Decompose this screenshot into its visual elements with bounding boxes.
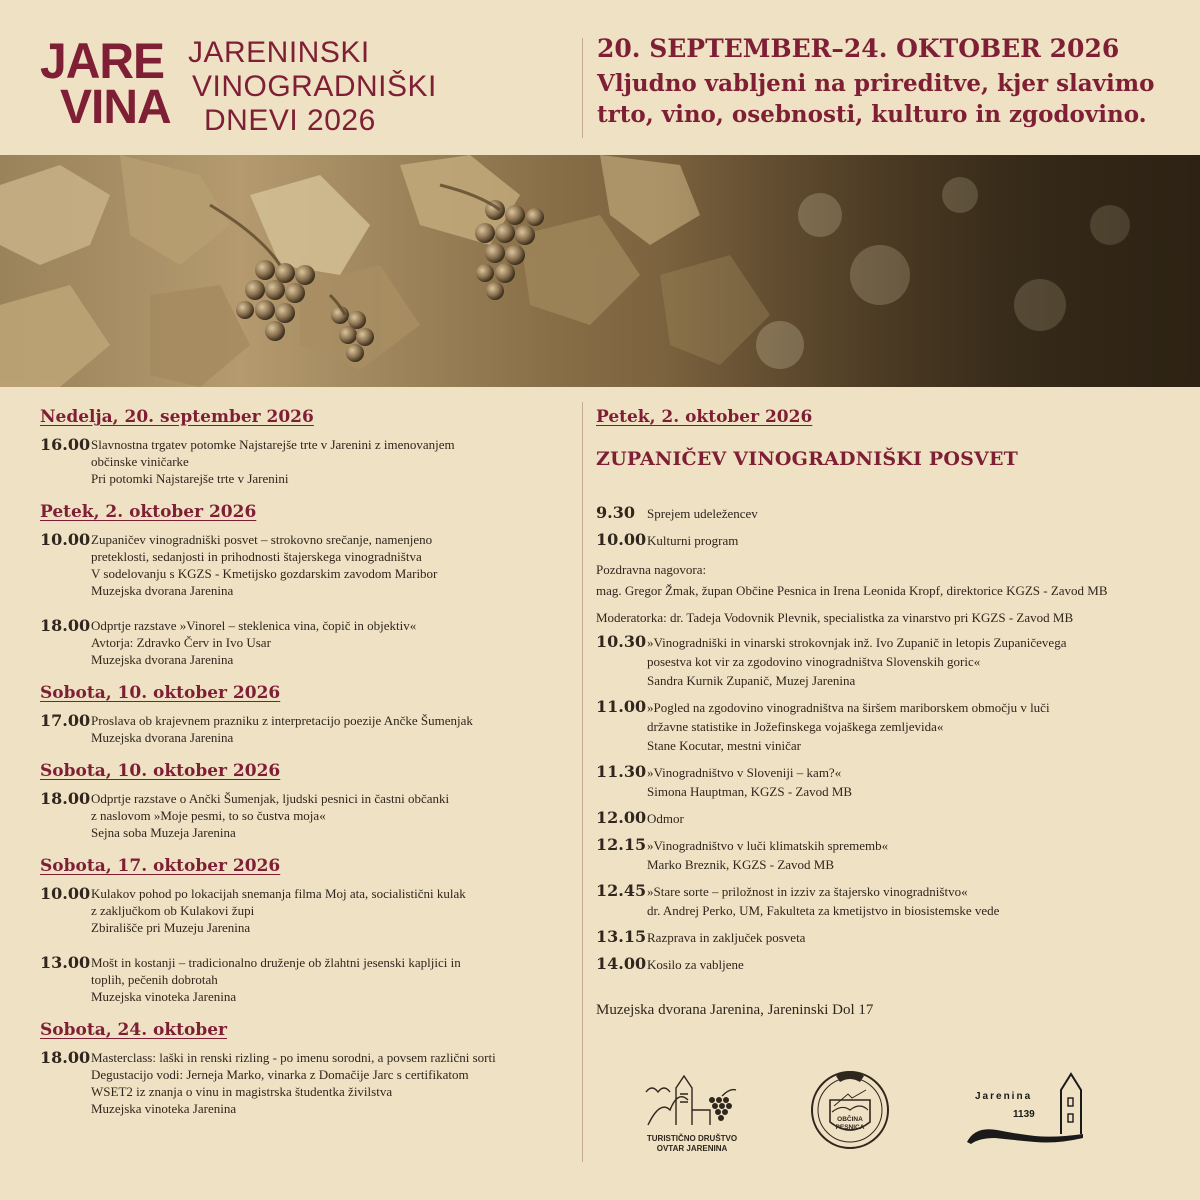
event-details <box>647 531 738 550</box>
event-line: z zaključkom ob Kulakovi župi <box>91 903 255 918</box>
invitation-text: Vljudno vabljeni na prireditve, kjer slavimo trto, vino, osebnosti, kulturo in zgodovino. <box>597 70 1155 128</box>
event-line: »Stare sorte – priložnost in izziv za štajersko vinogradništvo« <box>647 884 968 899</box>
event-line: Sejna soba Muzeja Jarenina <box>91 825 236 840</box>
church-tower-icon <box>965 1068 1090 1148</box>
event-line: Kulturni program <box>647 533 739 548</box>
event-details <box>91 1049 496 1117</box>
day-block <box>40 1017 570 1117</box>
event-line: Slavnostna trgatev potomke Najstarejše trte v Jarenini z imenovanjem <box>91 437 455 452</box>
event-time: 10.00 <box>40 884 91 903</box>
event-line: Sprejem udeležencev <box>647 506 758 521</box>
moderator-text: Moderatorka: dr. Tadeja Vodovnik Plevnik, specialistka za vinarstvo pri KGZS - Zavod MB <box>596 610 1074 625</box>
event-line: V sodelovanju s KGZS - Kmetijsko gozdarskim zavodom Maribor <box>91 566 438 581</box>
title-line: VINOGRADNIŠKI <box>192 70 437 103</box>
event-details <box>91 954 461 1005</box>
event-details <box>647 633 1066 690</box>
event-line: »Pogled na zgodovino vinogradništva na širšem mariborskem območju v luči <box>647 700 1050 715</box>
event-title <box>180 36 437 138</box>
event-line: Stane Kocutar, mestni viničar <box>647 738 801 753</box>
event-details <box>647 928 805 947</box>
event-time: 17.00 <box>40 711 91 730</box>
obcina-pesnica-logo <box>808 1066 892 1152</box>
schedule-event <box>596 882 1176 920</box>
event-line: Muzejska dvorana Jarenina <box>91 583 234 598</box>
day-block <box>40 853 570 1005</box>
day-block <box>40 680 570 746</box>
event-line: Proslava ob krajevnem prazniku z interpretacijo poezije Ančke Šumenjak <box>91 713 473 728</box>
event-line: WSET2 iz znanja o vinu in magistrska študentka živilstva <box>91 1084 393 1099</box>
venue-address: Muzejska dvorana Jarenina, Jareninski Dol 17 <box>596 1002 874 1018</box>
event-details <box>647 809 684 828</box>
event-time: 10.00 <box>596 530 647 549</box>
event-time: 18.00 <box>40 1048 91 1067</box>
event-line: Razprava in zaključek posveta <box>647 930 806 945</box>
day-heading: Petek, 2. oktober 2026 <box>596 407 813 427</box>
event-details <box>91 885 466 936</box>
schedule-event <box>596 531 1176 550</box>
event-details <box>647 955 744 974</box>
event-details <box>647 763 852 801</box>
event-line: Pri potomki Najstarejše trte v Jarenini <box>91 471 289 486</box>
event-line: občinske viničarke <box>91 454 189 469</box>
left-schedule <box>40 404 570 1129</box>
schedule-event <box>40 885 570 936</box>
event-details <box>647 882 999 920</box>
column-divider <box>582 402 583 1162</box>
event-time: 11.30 <box>596 762 647 781</box>
schedule-event <box>596 504 1176 523</box>
event-line: »Vinogradniški in vinarski strokovnjak inž. Ivo Zupanič in letopis Zupaničevega <box>647 635 1067 650</box>
schedule-event <box>40 436 570 487</box>
event-line: Muzejska dvorana Jarenina <box>91 730 234 745</box>
event-details <box>91 531 437 599</box>
event-time: 10.00 <box>40 530 91 549</box>
event-time: 12.00 <box>596 808 647 827</box>
event-time: 16.00 <box>40 435 91 454</box>
event-time: 14.00 <box>596 954 647 973</box>
event-time: 18.00 <box>40 789 91 808</box>
td-caption-line2: OVTAR JARENINA <box>656 1144 728 1153</box>
event-line: Odmor <box>647 811 684 826</box>
event-line: Simona Hauptman, KGZS - Zavod MB <box>647 784 853 799</box>
event-line: Zbirališče pri Muzeju Jarenina <box>91 920 251 935</box>
day-block <box>40 758 570 841</box>
event-line: Kulakov pohod po lokacijah snemanja filma Moj ata, socialistični kulak <box>91 886 466 901</box>
conference-title: ZUPANIČEV VINOGRADNIŠKI POSVET <box>596 448 1018 470</box>
event-line: posestva kot vir za zgodovino vinogradništva Slovenskih goric« <box>647 654 981 669</box>
day-block <box>40 404 570 487</box>
schedule-event <box>40 790 570 841</box>
right-schedule <box>596 404 1176 1019</box>
event-time: 9.30 <box>596 503 635 522</box>
schedule-event <box>40 712 570 746</box>
event-line: Marko Breznik, KGZS - Zavod MB <box>647 857 835 872</box>
turisticno-drustvo-logo <box>640 1070 744 1155</box>
jarenina-name: Jarenina <box>975 1091 1033 1102</box>
header <box>0 0 1200 155</box>
schedule-event <box>40 1049 570 1117</box>
day-heading: Sobota, 24. oktober <box>40 1020 228 1040</box>
event-time: 13.00 <box>40 953 91 972</box>
event-time: 18.00 <box>40 616 91 635</box>
event-line: z naslovom »Moje pesmi, to so čustva moja« <box>91 808 326 823</box>
event-time: 13.15 <box>596 927 647 946</box>
event-line: Masterclass: laški in renski rizling - po imenu sorodni, a povsem različni sorti <box>91 1050 496 1065</box>
event-line: Muzejska vinoteka Jarenina <box>91 1101 237 1116</box>
event-line: Muzejska dvorana Jarenina <box>91 652 234 667</box>
day-block <box>40 499 570 668</box>
pesnica-label-2: PESNICA <box>835 1124 865 1131</box>
logo-line1: JARE <box>40 33 165 90</box>
header-info <box>597 34 1157 130</box>
event-details <box>91 436 455 487</box>
event-line: preteklosti, sedanjosti in prihodnosti štajerskega vinogradništva <box>91 549 422 564</box>
event-details <box>91 712 473 746</box>
schedule-event <box>596 955 1176 974</box>
title-line: DNEVI 2026 <box>204 104 376 137</box>
title-line: JARENINSKI <box>188 36 370 69</box>
event-line: Mošt in kostanji – tradicionalno druženje ob žlahtni jesenski kapljici in <box>91 955 461 970</box>
jarevina-logo <box>40 33 200 138</box>
event-line: Muzejska vinoteka Jarenina <box>91 989 237 1004</box>
day-heading: Nedelja, 20. september 2026 <box>40 407 314 427</box>
schedule-event <box>596 698 1176 755</box>
event-line: Zupaničev vinogradniški posvet – strokovno srečanje, namenjeno <box>91 532 433 547</box>
event-details <box>91 790 449 841</box>
schedule-event <box>40 617 570 668</box>
event-time: 11.00 <box>596 697 647 716</box>
vineyard-photo <box>0 155 1200 387</box>
event-line: dr. Andrej Perko, UM, Fakulteta za kmetijstvo in biosistemske vede <box>647 903 1000 918</box>
event-time: 10.30 <box>596 632 647 651</box>
event-line: »Vinogradništvo v Sloveniji – kam?« <box>647 765 842 780</box>
event-details <box>647 504 758 523</box>
jarenina-logo <box>965 1068 1090 1148</box>
day-heading: Petek, 2. oktober 2026 <box>40 502 257 522</box>
header-divider <box>582 38 583 138</box>
event-dates: 20. SEPTEMBER–24. OKTOBER 2026 <box>597 34 1120 63</box>
day-heading: Sobota, 10. oktober 2026 <box>40 683 281 703</box>
schedule-event <box>40 954 570 1005</box>
grapevine-illustration <box>0 155 1200 387</box>
event-line: Kosilo za vabljene <box>647 957 744 972</box>
event-details <box>91 617 416 668</box>
logo-line2: VINA <box>60 81 171 134</box>
greetings-label: Pozdravna nagovora: <box>596 562 707 577</box>
event-details <box>647 836 888 874</box>
event-line: Avtorja: Zdravko Červ in Ivo Usar <box>91 635 271 650</box>
pesnica-label-1: OBČINA <box>837 1116 863 1123</box>
greetings-text: mag. Gregor Žmak, župan Občine Pesnica in Irena Leonida Kropf, direktorice KGZS - Zavod MB <box>596 583 1108 598</box>
event-line: državne statistike in Jožefinskega vojaškega zemljevida« <box>647 719 944 734</box>
coat-of-arms-icon <box>808 1066 892 1152</box>
jarenina-year: 1139 <box>1013 1109 1035 1120</box>
church-grapes-icon <box>640 1070 744 1130</box>
day-heading: Sobota, 17. oktober 2026 <box>40 856 281 876</box>
event-time: 12.15 <box>596 835 647 854</box>
event-line: Degustacijo vodi: Jerneja Marko, vinarka z Domačije Jarc s certifikatom <box>91 1067 469 1082</box>
schedule-event <box>596 763 1176 801</box>
schedule-event <box>40 531 570 599</box>
day-heading: Sobota, 10. oktober 2026 <box>40 761 281 781</box>
event-line: »Vinogradništvo v luči klimatskih sprememb« <box>647 838 889 853</box>
event-line: Sandra Kurnik Zupanič, Muzej Jarenina <box>647 673 856 688</box>
td-caption-line1: TURISTIČNO DRUŠTVO <box>646 1134 738 1143</box>
event-line: Odprtje razstave »Vinorel – steklenica vina, čopič in objektiv« <box>91 618 417 633</box>
event-line: toplih, pečenih dobrotah <box>91 972 218 987</box>
event-line: Odprtje razstave o Ančki Šumenjak, ljudski pesnici in častni občanki <box>91 791 450 806</box>
schedule-event <box>596 633 1176 690</box>
schedule-event <box>596 809 1176 828</box>
event-time: 12.45 <box>596 881 647 900</box>
event-details <box>647 698 1050 755</box>
schedule-event <box>596 928 1176 947</box>
schedule-event <box>596 836 1176 874</box>
